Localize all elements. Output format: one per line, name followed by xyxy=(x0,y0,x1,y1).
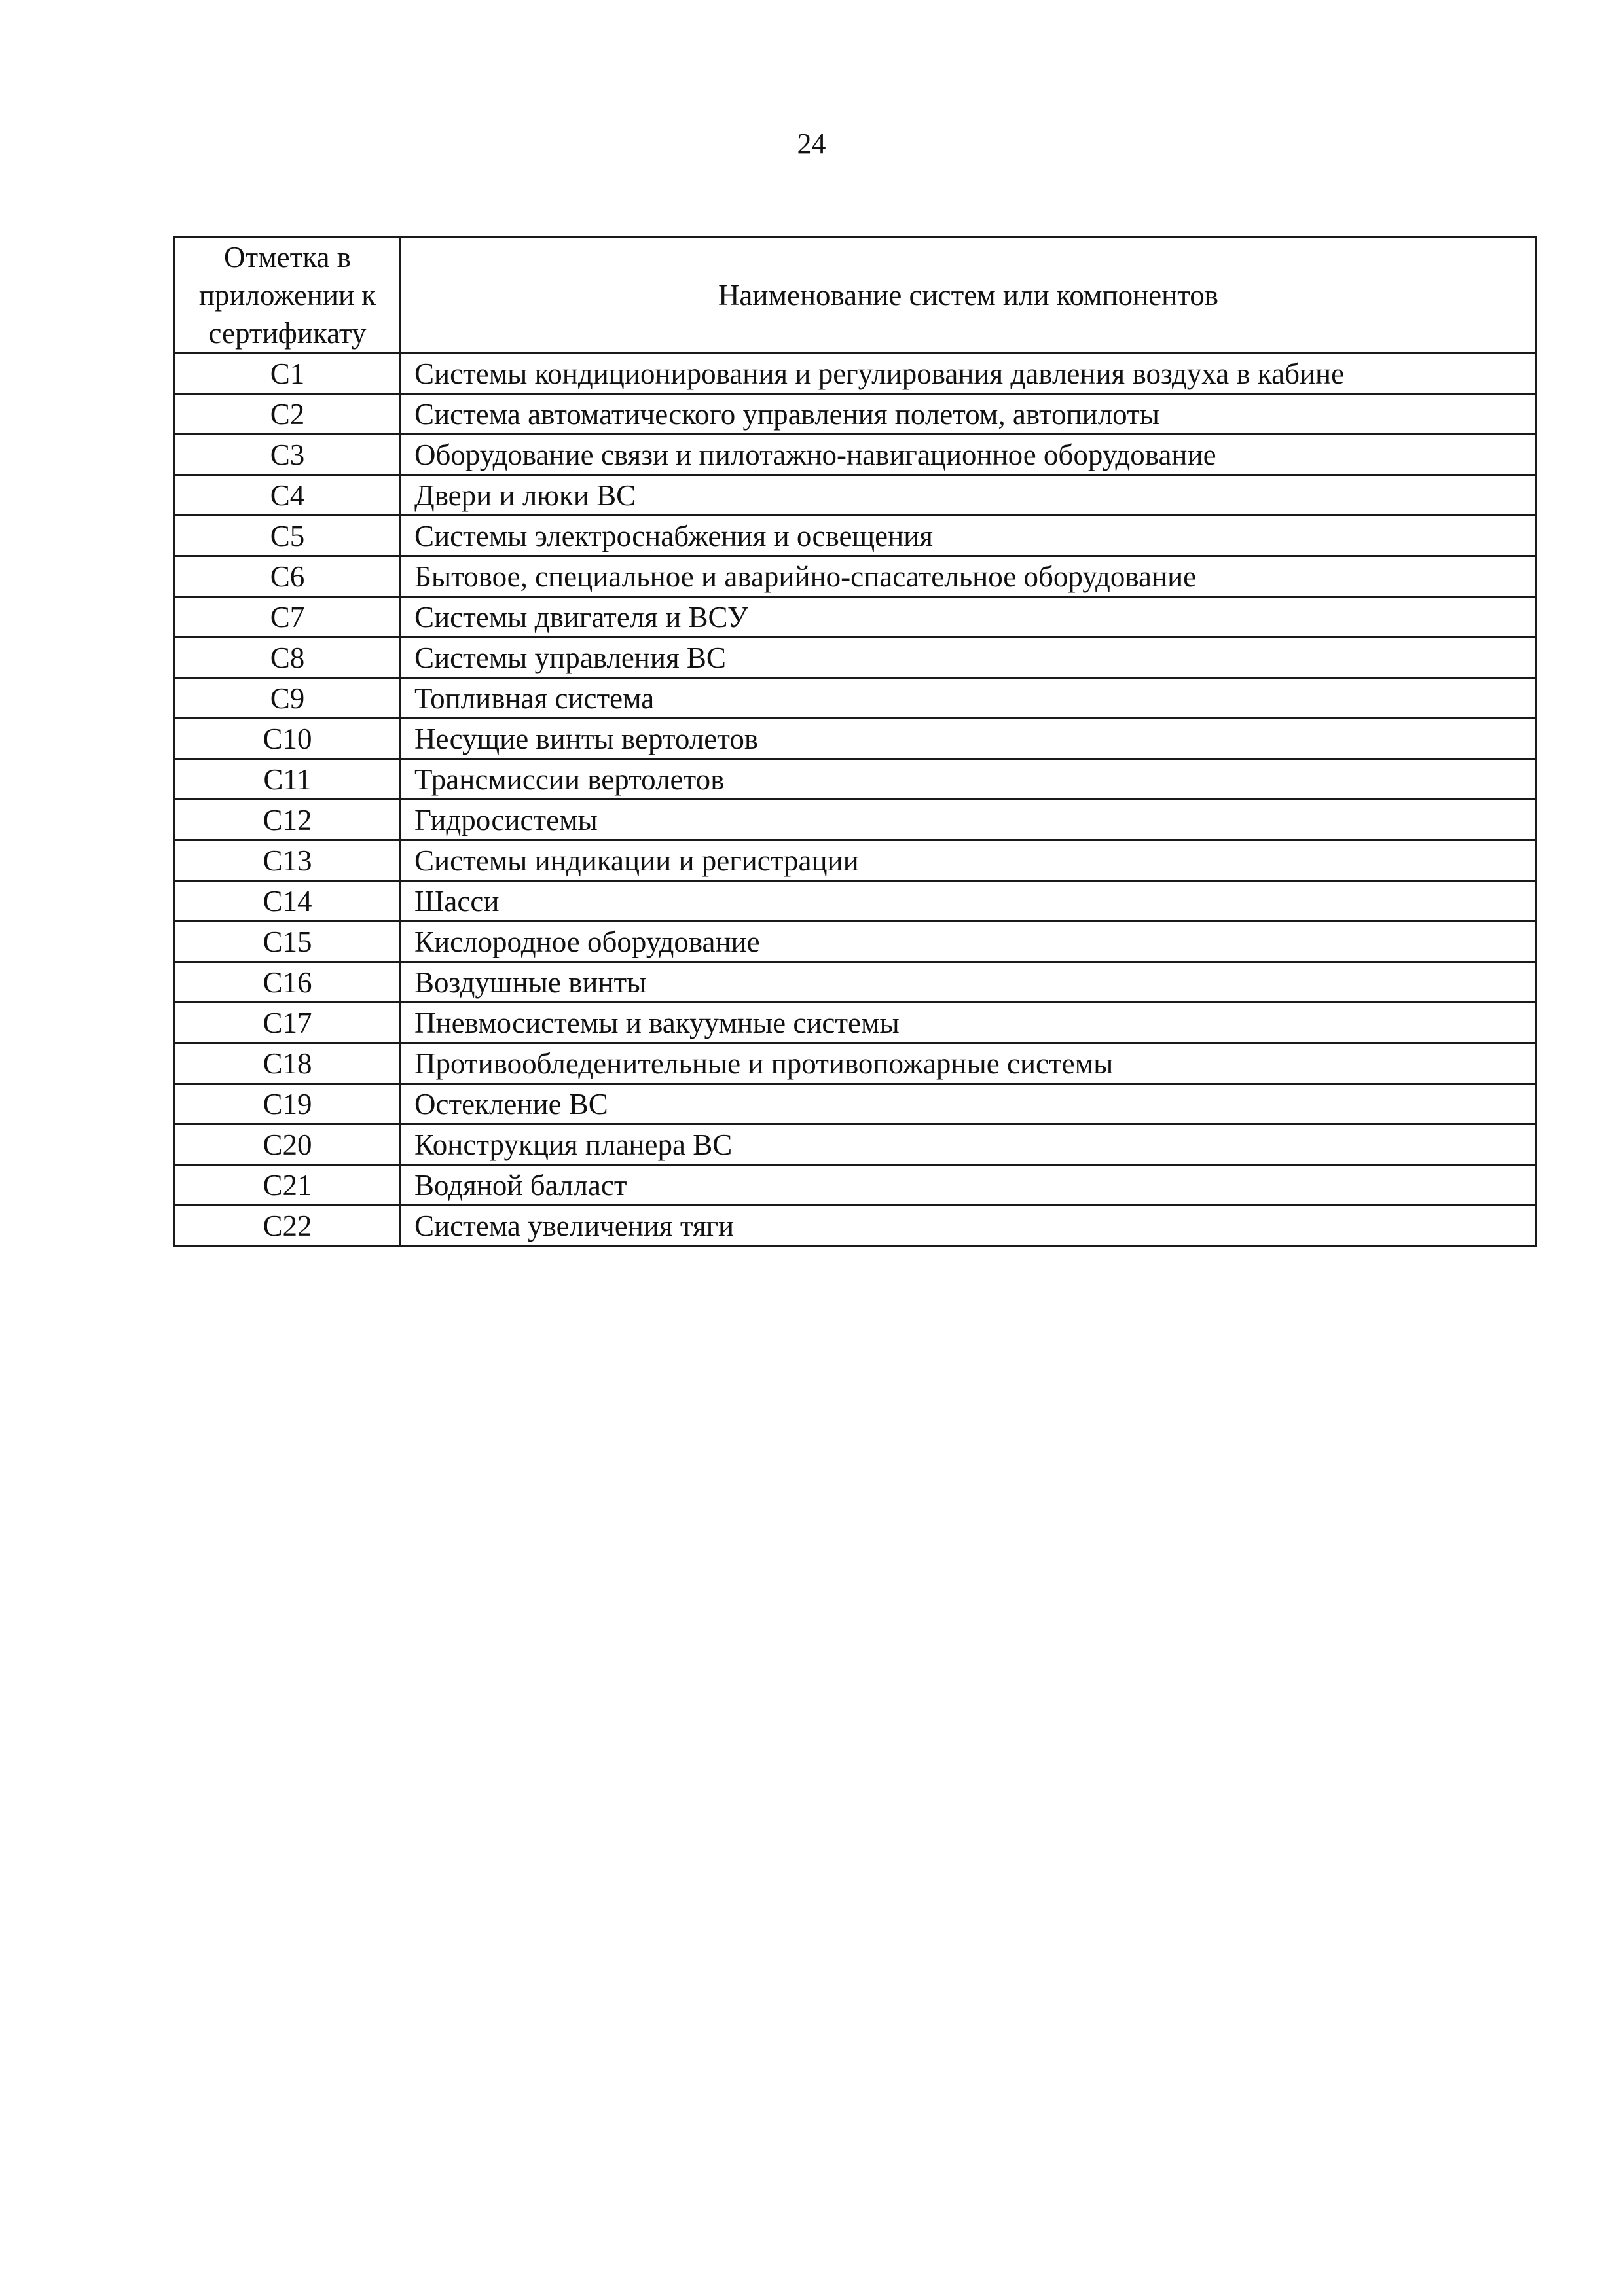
table-row xyxy=(175,922,1537,962)
table-row xyxy=(175,1084,1537,1124)
row-name: Противообледенительные и противопожарные системы xyxy=(401,1043,1537,1084)
row-name: Система автоматического управления полетом, автопилоты xyxy=(401,394,1537,435)
row-name: Водяной балласт xyxy=(401,1165,1537,1206)
row-code: C9 xyxy=(175,678,401,719)
row-code: C12 xyxy=(175,800,401,840)
row-code: C4 xyxy=(175,475,401,516)
row-code: C2 xyxy=(175,394,401,435)
row-code: C20 xyxy=(175,1124,401,1165)
row-name: Оборудование связи и пилотажно-навигационное оборудование xyxy=(401,435,1537,475)
row-code: C13 xyxy=(175,840,401,881)
row-name: Системы кондиционирования и регулирования давления воздуха в кабине xyxy=(401,353,1537,394)
row-name: Системы управления ВС xyxy=(401,637,1537,678)
row-code: C14 xyxy=(175,881,401,922)
table-row xyxy=(175,597,1537,637)
row-code: C15 xyxy=(175,922,401,962)
table-row xyxy=(175,1206,1537,1246)
row-name: Системы двигателя и ВСУ xyxy=(401,597,1537,637)
table-header xyxy=(175,237,1537,353)
table-row xyxy=(175,1043,1537,1084)
page-number: 24 xyxy=(797,128,826,160)
row-code: C7 xyxy=(175,597,401,637)
row-code: C16 xyxy=(175,962,401,1003)
table-row xyxy=(175,637,1537,678)
table-row xyxy=(175,881,1537,922)
row-name: Системы электроснабжения и освещения xyxy=(401,516,1537,556)
row-code: C6 xyxy=(175,556,401,597)
row-name: Системы индикации и регистрации xyxy=(401,840,1537,881)
row-code: C22 xyxy=(175,1206,401,1246)
row-name: Воздушные винты xyxy=(401,962,1537,1003)
table-row xyxy=(175,516,1537,556)
header-code-cell: Отметка в приложении к сертификату xyxy=(175,237,401,353)
table-row xyxy=(175,435,1537,475)
row-code: C21 xyxy=(175,1165,401,1206)
row-code: C11 xyxy=(175,759,401,800)
row-name: Бытовое, специальное и аварийно-спасательное оборудование xyxy=(401,556,1537,597)
row-code: C1 xyxy=(175,353,401,394)
row-code: C18 xyxy=(175,1043,401,1084)
row-name: Топливная система xyxy=(401,678,1537,719)
row-code: C3 xyxy=(175,435,401,475)
table-row xyxy=(175,556,1537,597)
table-body xyxy=(175,353,1537,1246)
systems-table xyxy=(173,236,1537,1247)
row-name: Система увеличения тяги xyxy=(401,1206,1537,1246)
table-row xyxy=(175,840,1537,881)
row-name: Шасси xyxy=(401,881,1537,922)
table-row xyxy=(175,719,1537,759)
row-name: Двери и люки ВС xyxy=(401,475,1537,516)
header-name-cell: Наименование систем или компонентов xyxy=(401,237,1537,353)
header-row xyxy=(175,237,1537,353)
row-code: C17 xyxy=(175,1003,401,1043)
table-row xyxy=(175,800,1537,840)
row-code: C10 xyxy=(175,719,401,759)
row-name: Трансмиссии вертолетов xyxy=(401,759,1537,800)
table-row xyxy=(175,962,1537,1003)
row-code: C8 xyxy=(175,637,401,678)
table-row xyxy=(175,1003,1537,1043)
row-code: C19 xyxy=(175,1084,401,1124)
table-row xyxy=(175,394,1537,435)
row-name: Остекление ВС xyxy=(401,1084,1537,1124)
table-row xyxy=(175,678,1537,719)
row-code: C5 xyxy=(175,516,401,556)
row-name: Несущие винты вертолетов xyxy=(401,719,1537,759)
row-name: Кислородное оборудование xyxy=(401,922,1537,962)
table-row xyxy=(175,475,1537,516)
row-name: Гидросистемы xyxy=(401,800,1537,840)
table-row xyxy=(175,759,1537,800)
row-name: Конструкция планера ВС xyxy=(401,1124,1537,1165)
table-row xyxy=(175,353,1537,394)
table-row xyxy=(175,1124,1537,1165)
table-row xyxy=(175,1165,1537,1206)
row-name: Пневмосистемы и вакуумные системы xyxy=(401,1003,1537,1043)
